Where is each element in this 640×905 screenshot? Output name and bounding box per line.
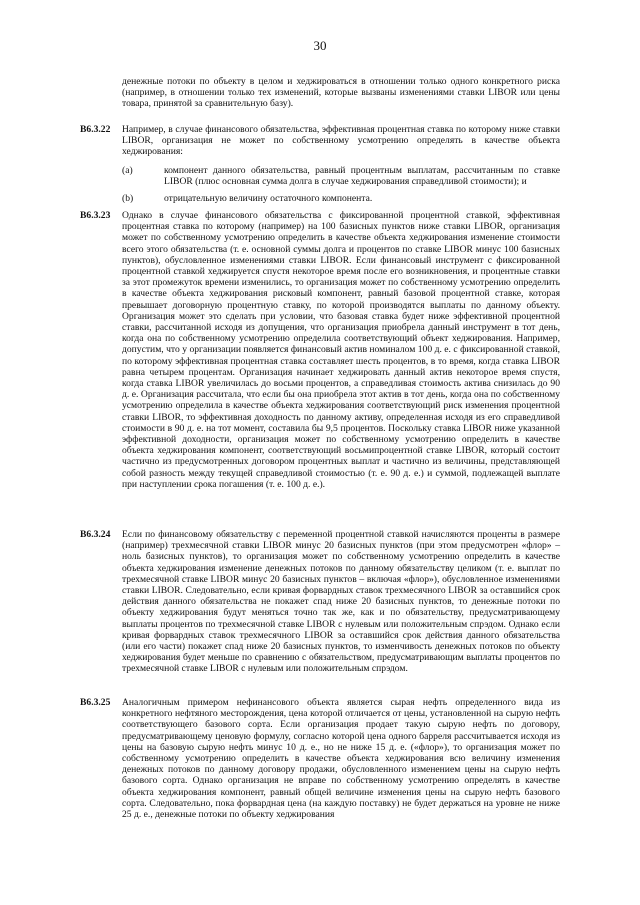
list-item-text: компонент данного обязательства, равный процентным выплатам, рассчитанным по ставке LIBOR (плюс основная сумма долга в случае хеджирования справедливой стоимости); и [164, 165, 560, 188]
paragraph-text: Если по финансовому обязательству с переменной процентной ставкой начисляются проценты в размере (например) трехмесячной ставки LIBOR минус 20 базисных пунктов (при этом предусмотрен «флор» – ноль базисных пунктов), то организация может по собственному усмотрению определить в качестве объекта хеджирования изменение денежных потоков по данному обязательству целиком (т. е. выплат по трехмесячной ставке LIBOR минус 20 базисных пунктов – включая «флор»), обусловленное изменениями ставки LIBOR. Следовательно, если кривая форвардных ставок трехмесячного LIBOR за оставшийся срок действия данного обязательства не покажет спад ниже 20 базисных пунктов, то денежные потоки по объекту хеджирования будут меняться точно так же, как и по обязательству, предусматривающему выплаты процентов по трехмесячной ставке LIBOR с нулевым или положительным спрэдом. Однако если кривая форвардных ставок трехмесячного LIBOR за оставшийся срок действия данного обязательства (или его части) покажет спад ниже 20 базисных пунктов, то изменчивость денежных потоков по объекту хеджирования будет меньше по сравнению с обязательством, предусматривающим выплаты процентов по трехмесячной ставке LIBOR с нулевым или положительным спрэдом. [122, 529, 560, 675]
paragraph-b6-3-23 [80, 210, 560, 490]
paragraph-text: денежные потоки по объекту в целом и хеджироваться в отношении только одного конкретного риска (например, в отношении только тех изменений, которые вызваны изменениями ставки LIBOR или цены товара, принятой за сравнительную базу). [122, 76, 560, 110]
paragraph-b6-3-22 [80, 124, 560, 158]
paragraph-b6-3-25 [80, 697, 560, 820]
paragraph-number: B6.3.24 [80, 529, 111, 540]
paragraph-text: Например, в случае финансового обязательства, эффективная процентная ставка по которому ниже ставки LIBOR, организация не может по собственному усмотрению определять в качестве объекта хеджирования: [122, 124, 560, 158]
page-number: 30 [313, 38, 327, 53]
paragraph-text: Аналогичным примером нефинансового объекта является сырая нефть определенного вида из конкретного нефтяного месторождения, цена которой отличается от цены, установленной на сырую нефть соответствующего базового сорта. Если организация продает такую сырую нефть по договору, предусматривающему ценовую формулу, согласно которой цена одного барреля рассчитывается исходя из цены на базовую сырую нефть минус 10 д. е., но не ниже 15 д. е. («флор»), то организация может по собственному усмотрению определить в качестве объекта хеджирования всю величину изменения денежных потоков по данному договору продажи, обусловленного изменением цены на сырую нефть базового сорта. Однако организация не вправе по собственному усмотрению определять в качестве объекта хеджирования компонент, равный общей величине изменения цены на сырую нефть базового сорта. Следовательно, пока форвардная цена (на каждую поставку) не будет держаться на уровне не ниже 25 д. е., денежные потоки по объекту хеджирования [122, 697, 560, 821]
paragraph-number: B6.3.22 [80, 124, 111, 135]
paragraph-number: B6.3.23 [80, 210, 111, 221]
paragraph-continuation [80, 76, 560, 110]
list-item-a [122, 165, 560, 187]
paragraph-number: B6.3.25 [80, 697, 111, 708]
paragraph-b6-3-24 [80, 529, 560, 675]
list-item-label: (b) [122, 193, 134, 204]
paragraph-text: Однако в случае финансового обязательства с фиксированной процентной ставкой, эффективная процентная ставка по которому (например) на 100 базисных пунктов ниже ставки LIBOR, организация может по собственному усмотрению определить в качестве объекта хеджирования изменение стоимости всего этого обязательства (т. е. основной суммы долга и процентов по ставке LIBOR минус 100 базисных пунктов), обусловленное изменениями ставки LIBOR. Если финансовый инструмент с фиксированной процентной ставкой хеджируется спустя некоторое время после его возникновения, и процентные ставки за этот промежуток времени изменились, то организация может по собственному усмотрению определить в качестве объекта хеджирования рисковый компонент, равный базовой процентной ставке, которая превышает договорную процентную ставку, по которой производятся выплаты по данному объекту. Организация может это сделать при условии, что базовая ставка будет ниже эффективной процентной ставки, рассчитанной исходя из допущения, что организация приобрела данный инструмент в тот день, когда она по собственному усмотрению определила соответствующий объект хеджирования. Например, допустим, что у организации появляется финансовый актив номиналом 100 д. е. с фиксированной ставкой, по которому эффективная процентная ставка составляет шесть процентов, в то время, когда ставка LIBOR равна четырем процентам. Организация начинает хеджировать данный актив некоторое время спустя, когда ставка LIBOR увеличилась до восьми процентов, а справедливая стоимость актива снизилась до 90 д. е. Организация рассчитала, что если бы она приобрела этот актив в тот день, когда она по собственному усмотрению определила в качестве объекта хеджирования соответствующий риск изменения процентной ставки LIBOR, то эффективная доходность по данному активу, определенная исходя из его справедливой стоимости в 90 д. е. на тот момент, составила бы 9,5 процентов. Поскольку ставка LIBOR ниже указанной эффективной доходности, организация может по собственному усмотрению определить в качестве объекта хеджирования компонент, соответствующий восьмипроцентной ставке LIBOR, который состоит частично из предусмотренных договором процентных выплат и частично из величины, представляющей собой разность между текущей справедливой стоимостью (т. е. 90 д. е.) и суммой, подлежащей выплате при наступлении срока погашения (т. е. 100 д. е.). [122, 210, 560, 490]
list-item-b [122, 193, 560, 204]
list-item-label: (a) [122, 165, 133, 176]
list-item-text: отрицательную величину остаточного компонента. [164, 193, 373, 204]
